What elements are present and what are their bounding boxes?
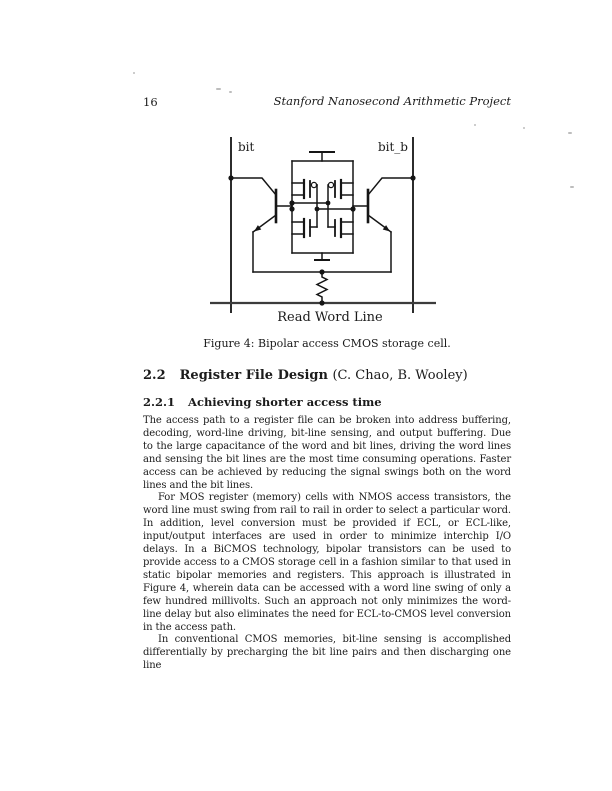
bit-b-label: bit_b: [377, 140, 408, 154]
running-header: Stanford Nanosecond Arithmetic Project: [273, 94, 511, 108]
ground-symbol: [315, 253, 329, 260]
pmos-right: [328, 180, 353, 198]
bjt-right: [353, 175, 416, 272]
scan-speckle: [570, 186, 574, 188]
vdd-symbol: [310, 152, 334, 161]
pmos-left: [292, 180, 317, 198]
scan-speckle: [568, 132, 572, 134]
subsection-title: Achieving shorter access time: [188, 395, 382, 409]
body-text: [143, 415, 511, 673]
word-line-resistor: [253, 269, 391, 305]
read-word-line-label: Read Word Line: [277, 310, 383, 325]
figure-caption: Figure 4: Bipolar access CMOS storage cell.: [203, 337, 451, 350]
bjt-left: [228, 175, 292, 272]
page-number: 16: [143, 95, 158, 109]
paragraph-1: The access path to a register file can be broken into address buffering, decoding, word-line driving, bit-line sensing, and output buffering. Due to the large capacitance of the word and bit lines, driving the word lines and sensing the bit lines are the most time consuming operations. Faster access can be achieved by reducing the signal swings both on the word lines and the bit lines.: [143, 415, 511, 491]
scan-speckle: [216, 88, 221, 90]
paragraph-2: For MOS register (memory) cells with NMOS access transistors, the word line must swing from rail to rail in order to select a particular word. In addition, level conversion must be provided if ECL, or ECL-like, input/output interfaces are used in order to minimize interchip I/O delays. In a BiCMOS technology, bipolar transistors can be used to provide access to a CMOS storage cell in a fashion similar to that used in static bipolar memories and registers. This approach is illustrated in Figure 4, wherein data can be accessed with a word line swing of only a few hundred millivolts. Such an approach not only minimizes the word-line delay but also eliminates the need for ECL-to-CMOS level conversion in the access path.: [143, 492, 511, 633]
section-heading: [143, 368, 468, 383]
nmos-left: [292, 219, 317, 237]
bit-label: bit: [238, 140, 255, 154]
subsection-heading: [143, 395, 382, 409]
section-number: 2.2: [143, 368, 166, 383]
scan-speckle: [229, 91, 232, 93]
scan-speckle: [523, 127, 525, 129]
paragraph-3: In conventional CMOS memories, bit-line sensing is accomplished differentially by precharging the bit line pairs and then discharging one line: [143, 634, 511, 672]
scan-speckle: [474, 124, 476, 126]
circuit-diagram: [200, 128, 450, 328]
scan-speckle: [133, 72, 135, 74]
section-authors: (C. Chao, B. Wooley): [332, 368, 468, 383]
cross-couple-wires: [289, 200, 355, 211]
nmos-right: [328, 219, 353, 237]
subsection-number: 2.2.1: [143, 395, 176, 409]
section-title: Register File Design: [179, 368, 328, 383]
